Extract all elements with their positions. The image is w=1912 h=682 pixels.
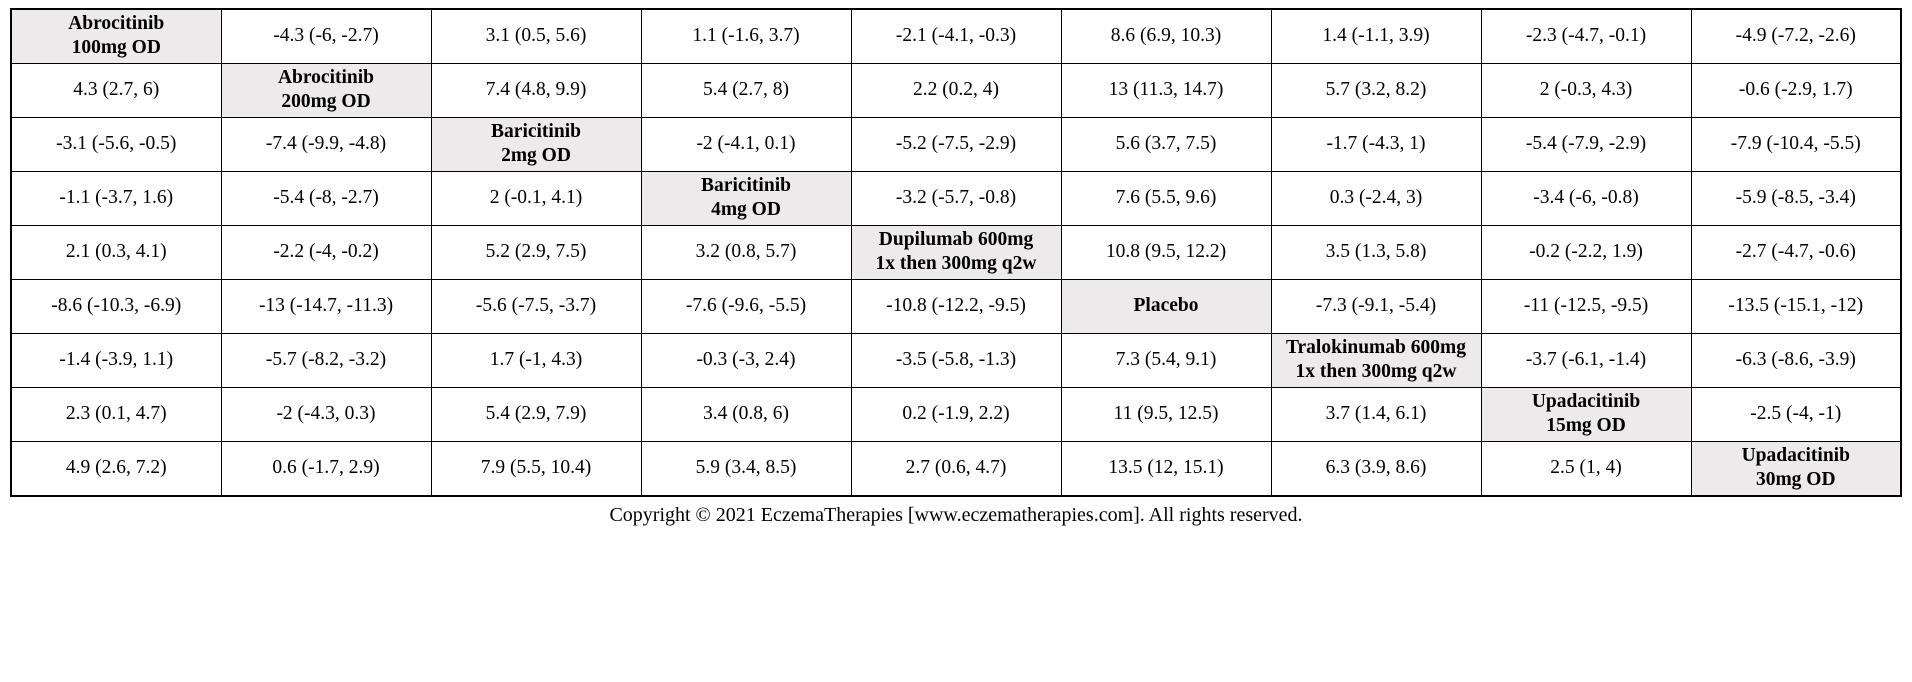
effect-estimate-cell: 0.2 (-1.9, 2.2) [851, 387, 1061, 441]
effect-estimate-cell: -3.1 (-5.6, -0.5) [11, 117, 221, 171]
effect-estimate-cell: -3.2 (-5.7, -0.8) [851, 171, 1061, 225]
table-row [11, 279, 1901, 333]
effect-estimate-cell: -6.3 (-8.6, -3.9) [1691, 333, 1901, 387]
effect-estimate-cell: 5.7 (3.2, 8.2) [1271, 63, 1481, 117]
effect-estimate-cell: -1.4 (-3.9, 1.1) [11, 333, 221, 387]
league-table [10, 8, 1902, 497]
table-row [11, 225, 1901, 279]
effect-estimate-cell: 7.4 (4.8, 9.9) [431, 63, 641, 117]
effect-estimate-cell: -13 (-14.7, -11.3) [221, 279, 431, 333]
table-row [11, 117, 1901, 171]
treatment-label-line2: 1x then 300mg q2w [1295, 361, 1457, 383]
treatment-label-line1: Dupilumab 600mg [878, 228, 1034, 250]
effect-estimate-cell: -7.9 (-10.4, -5.5) [1691, 117, 1901, 171]
effect-estimate-cell: -7.6 (-9.6, -5.5) [641, 279, 851, 333]
effect-estimate-cell: -0.2 (-2.2, 1.9) [1481, 225, 1691, 279]
effect-estimate-cell: 1.7 (-1, 4.3) [431, 333, 641, 387]
effect-estimate-cell: 10.8 (9.5, 12.2) [1061, 225, 1271, 279]
treatment-label-cell [851, 225, 1061, 279]
effect-estimate-cell: -5.2 (-7.5, -2.9) [851, 117, 1061, 171]
effect-estimate-cell: -5.4 (-7.9, -2.9) [1481, 117, 1691, 171]
effect-estimate-cell: 2 (-0.1, 4.1) [431, 171, 641, 225]
effect-estimate-cell: -3.5 (-5.8, -1.3) [851, 333, 1061, 387]
effect-estimate-cell: -5.6 (-7.5, -3.7) [431, 279, 641, 333]
treatment-label-line2: 15mg OD [1546, 415, 1626, 437]
treatment-label-line2: 1x then 300mg q2w [875, 253, 1037, 275]
effect-estimate-cell: 2.7 (0.6, 4.7) [851, 441, 1061, 495]
copyright-notice: Copyright © 2021 EczemaTherapies [www.eczematherapies.com]. All rights reserved. [609, 503, 1303, 526]
effect-estimate-cell: -3.7 (-6.1, -1.4) [1481, 333, 1691, 387]
effect-estimate-cell: 3.5 (1.3, 5.8) [1271, 225, 1481, 279]
treatment-label-line1: Tralokinumab 600mg [1285, 336, 1467, 358]
effect-estimate-cell: -2.5 (-4, -1) [1691, 387, 1901, 441]
effect-estimate-cell: 13 (11.3, 14.7) [1061, 63, 1271, 117]
effect-estimate-cell: -11 (-12.5, -9.5) [1481, 279, 1691, 333]
treatment-label-cell [221, 63, 431, 117]
effect-estimate-cell: -4.3 (-6, -2.7) [221, 9, 431, 63]
effect-estimate-cell: 13.5 (12, 15.1) [1061, 441, 1271, 495]
treatment-label-line1: Abrocitinib [277, 66, 375, 88]
treatment-label-line1: Baricitinib [491, 120, 581, 142]
effect-estimate-cell: -1.7 (-4.3, 1) [1271, 117, 1481, 171]
effect-estimate-cell: 1.1 (-1.6, 3.7) [641, 9, 851, 63]
effect-estimate-cell: -2.7 (-4.7, -0.6) [1691, 225, 1901, 279]
effect-estimate-cell: 5.6 (3.7, 7.5) [1061, 117, 1271, 171]
treatment-label-cell [1271, 333, 1481, 387]
effect-estimate-cell: 5.9 (3.4, 8.5) [641, 441, 851, 495]
effect-estimate-cell: -7.3 (-9.1, -5.4) [1271, 279, 1481, 333]
table-row [11, 63, 1901, 117]
effect-estimate-cell: 7.9 (5.5, 10.4) [431, 441, 641, 495]
effect-estimate-cell: 8.6 (6.9, 10.3) [1061, 9, 1271, 63]
treatment-label-cell [11, 9, 221, 63]
table-row [11, 441, 1901, 495]
effect-estimate-cell: -2.3 (-4.7, -0.1) [1481, 9, 1691, 63]
treatment-label-line1: Abrocitinib [68, 13, 165, 34]
effect-estimate-cell: 2.2 (0.2, 4) [851, 63, 1061, 117]
effect-estimate-cell: -1.1 (-3.7, 1.6) [11, 171, 221, 225]
effect-estimate-cell: -0.3 (-3, 2.4) [641, 333, 851, 387]
treatment-label-cell [1691, 441, 1901, 495]
effect-estimate-cell: 7.6 (5.5, 9.6) [1061, 171, 1271, 225]
league-table-body [11, 9, 1901, 496]
table-row [11, 333, 1901, 387]
treatment-label-line1: Upadacitinib [1741, 444, 1850, 466]
effect-estimate-cell: -4.9 (-7.2, -2.6) [1691, 9, 1901, 63]
effect-estimate-cell: 5.4 (2.7, 8) [641, 63, 851, 117]
treatment-label-line2: 200mg OD [281, 91, 371, 113]
treatment-label-line1: Baricitinib [701, 174, 791, 196]
treatment-label-line1: Placebo [1133, 295, 1199, 317]
effect-estimate-cell: 3.2 (0.8, 5.7) [641, 225, 851, 279]
effect-estimate-cell: -2.2 (-4, -0.2) [221, 225, 431, 279]
effect-estimate-cell: 3.7 (1.4, 6.1) [1271, 387, 1481, 441]
treatment-label-cell [431, 117, 641, 171]
effect-estimate-cell: 2.5 (1, 4) [1481, 441, 1691, 495]
effect-estimate-cell: 2.1 (0.3, 4.1) [11, 225, 221, 279]
effect-estimate-cell: -2.1 (-4.1, -0.3) [851, 9, 1061, 63]
effect-estimate-cell: -2 (-4.1, 0.1) [641, 117, 851, 171]
table-row [11, 9, 1901, 63]
effect-estimate-cell: -13.5 (-15.1, -12) [1691, 279, 1901, 333]
treatment-label-line2: 4mg OD [711, 199, 781, 221]
effect-estimate-cell: 0.3 (-2.4, 3) [1271, 171, 1481, 225]
treatment-label-cell [1061, 279, 1271, 333]
effect-estimate-cell: 5.2 (2.9, 7.5) [431, 225, 641, 279]
effect-estimate-cell: 4.9 (2.6, 7.2) [11, 441, 221, 495]
effect-estimate-cell: 11 (9.5, 12.5) [1061, 387, 1271, 441]
treatment-label-line2: 2mg OD [501, 145, 571, 167]
treatment-label-cell [641, 171, 851, 225]
table-row [11, 171, 1901, 225]
effect-estimate-cell: 2 (-0.3, 4.3) [1481, 63, 1691, 117]
effect-estimate-cell: -5.9 (-8.5, -3.4) [1691, 171, 1901, 225]
effect-estimate-cell: 2.3 (0.1, 4.7) [11, 387, 221, 441]
effect-estimate-cell: -3.4 (-6, -0.8) [1481, 171, 1691, 225]
effect-estimate-cell: 6.3 (3.9, 8.6) [1271, 441, 1481, 495]
effect-estimate-cell: -7.4 (-9.9, -4.8) [221, 117, 431, 171]
effect-estimate-cell: -2 (-4.3, 0.3) [221, 387, 431, 441]
treatment-label-line2: 30mg OD [1755, 469, 1836, 491]
effect-estimate-cell: 1.4 (-1.1, 3.9) [1271, 9, 1481, 63]
table-row [11, 387, 1901, 441]
treatment-label-line1: Upadacitinib [1531, 390, 1641, 412]
effect-estimate-cell: -5.7 (-8.2, -3.2) [221, 333, 431, 387]
treatment-label-line2: 100mg OD [71, 37, 161, 59]
effect-estimate-cell: 5.4 (2.9, 7.9) [431, 387, 641, 441]
effect-estimate-cell: 7.3 (5.4, 9.1) [1061, 333, 1271, 387]
effect-estimate-cell: -8.6 (-10.3, -6.9) [11, 279, 221, 333]
effect-estimate-cell: 3.4 (0.8, 6) [641, 387, 851, 441]
effect-estimate-cell: 0.6 (-1.7, 2.9) [221, 441, 431, 495]
effect-estimate-cell: 3.1 (0.5, 5.6) [431, 9, 641, 63]
effect-estimate-cell: -5.4 (-8, -2.7) [221, 171, 431, 225]
treatment-label-cell [1481, 387, 1691, 441]
effect-estimate-cell: 4.3 (2.7, 6) [11, 63, 221, 117]
effect-estimate-cell: -10.8 (-12.2, -9.5) [851, 279, 1061, 333]
effect-estimate-cell: -0.6 (-2.9, 1.7) [1691, 63, 1901, 117]
